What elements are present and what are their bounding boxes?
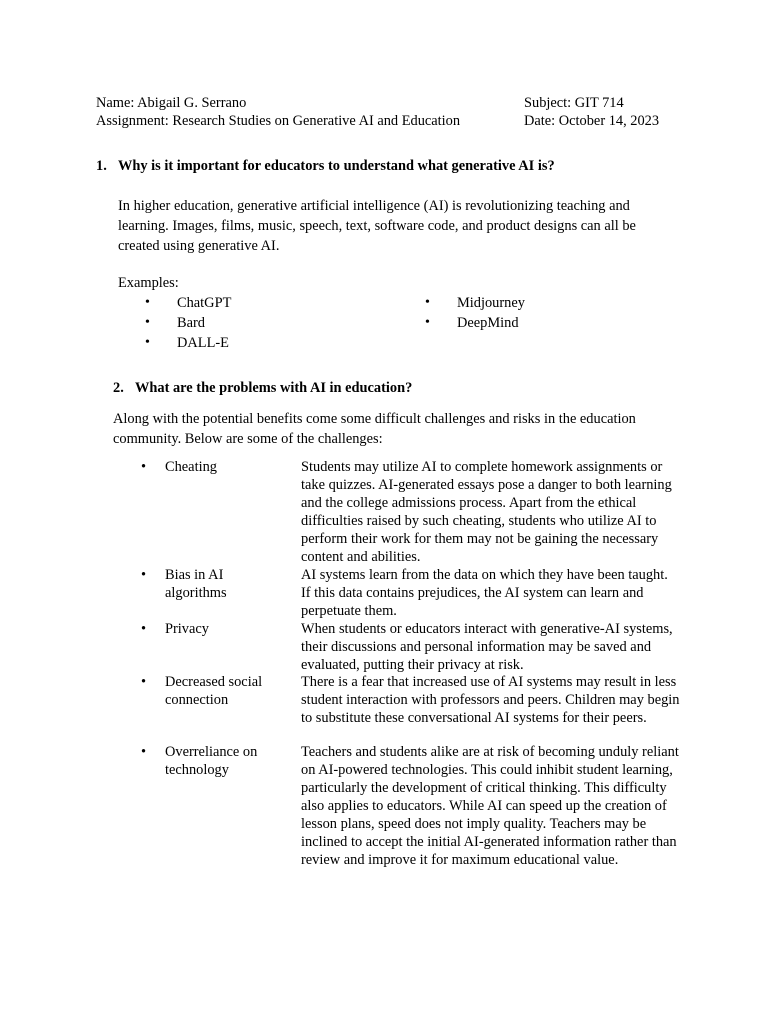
challenge-term: Cheating — [165, 459, 217, 475]
bullet-icon: • — [141, 459, 147, 475]
bullet-icon: • — [141, 621, 147, 637]
subject: Subject: GIT 714 — [524, 95, 624, 111]
q1-paragraph-line: learning. Images, films, music, speech, text, software code, and product designs can all be — [118, 218, 636, 234]
bullet-icon: • — [141, 674, 147, 690]
bullet-icon: • — [141, 744, 147, 760]
assignment-title: Assignment: Research Studies on Generative AI and Education — [96, 113, 461, 129]
challenge-term: Privacy — [165, 621, 209, 637]
challenge-term: Decreased social connection — [165, 674, 263, 708]
example-item: • DALL-E — [145, 333, 385, 353]
q1-paragraph-line: created using generative AI. — [118, 238, 280, 254]
example-item: • DeepMind — [425, 313, 665, 333]
challenge-term: Bias in AI algorithms — [165, 567, 227, 601]
challenge-description: AI systems learn from the data on which they have been taught. If this data contains prejudices, the AI system can learn and perpetuate them. — [301, 567, 668, 619]
example-item: • Midjourney — [425, 293, 665, 313]
examples-list-right — [425, 293, 665, 333]
q2-intro-line: Along with the potential benefits come some difficult challenges and risks in the education — [113, 411, 636, 427]
question-1-title: Why is it important for educators to understand what generative AI is? — [118, 158, 555, 174]
challenge-description: Students may utilize AI to complete homework assignments or take quizzes. AI-generated essays pose a danger to both learning and the college admissions process. Apart from the ethical difficulties raised by such cheating, students who utilize AI to perform their work for them may not be gaining the necessary content and abilities. — [301, 459, 672, 565]
challenge-term: Overreliance on technology — [165, 744, 258, 778]
bullet-icon: • — [141, 567, 147, 583]
question-1-number: 1. — [96, 158, 107, 174]
examples-list-left — [145, 293, 385, 353]
q1-paragraph-line: In higher education, generative artificial intelligence (AI) is revolutionizing teaching and — [118, 198, 630, 214]
date: Date: October 14, 2023 — [524, 113, 660, 129]
examples-label: Examples: — [118, 275, 179, 291]
example-item: • ChatGPT — [145, 293, 385, 313]
challenge-description: Teachers and students alike are at risk of becoming unduly reliant on AI-powered technologies. This could inhibit student learning, particularly the development of critical thinking. This difficulty also applies to educators. While AI can speed up the creation of lesson plans, speed does not imply quality. Teachers may be inclined to accept the initial AI-generated information rather than review and improve it for maximum educational value. — [301, 744, 679, 868]
student-name: Name: Abigail G. Serrano — [96, 95, 247, 111]
question-2-title: What are the problems with AI in education? — [135, 380, 413, 396]
q2-intro-line: community. Below are some of the challenges: — [113, 431, 383, 447]
example-item: • Bard — [145, 313, 385, 333]
question-2-number: 2. — [113, 380, 124, 396]
challenge-description: When students or educators interact with generative-AI systems, their discussions and personal information may be saved and evaluated, putting their privacy at risk. — [301, 621, 673, 673]
challenge-description: There is a fear that increased use of AI systems may result in less student interaction with professors and peers. Children may begin to substitute these conversational AI systems for their peers. — [301, 674, 680, 726]
